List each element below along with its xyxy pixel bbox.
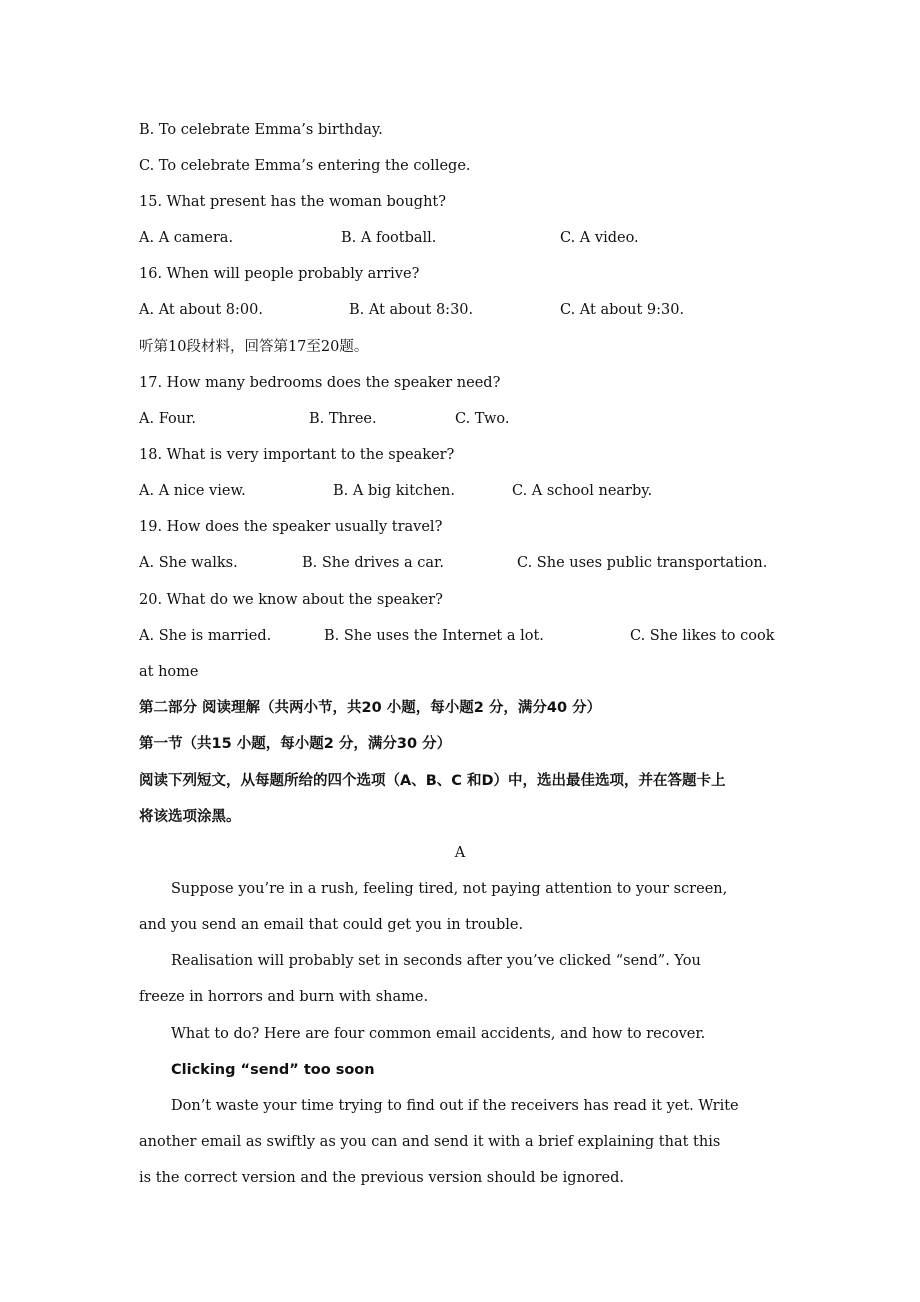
q19-question: 19. How does the speaker usually travel? bbox=[139, 519, 443, 535]
q18-option-a: A. A nice view. bbox=[139, 483, 246, 499]
q15-question: 15. What present has the woman bought? bbox=[139, 194, 447, 210]
q16-question: 16. When will people probably arrive? bbox=[139, 266, 420, 282]
reading-instruction-line1: 阅读下列短文，从每题所给的四个选项（A、B、C 和D）中，选出最佳选项，并在答题卡上 bbox=[139, 773, 726, 789]
q17-option-b: B. Three. bbox=[309, 411, 377, 427]
q17-question: 17. How many bedrooms does the speaker need? bbox=[139, 375, 501, 391]
paragraph-3-line1: What to do? Here are four common email accidents, and how to recover. bbox=[171, 1026, 706, 1042]
q19-option-c: C. She uses public transportation. bbox=[517, 555, 768, 571]
subheading: Clicking “send” too soon bbox=[171, 1062, 375, 1078]
section-one-title: 第一节（共15 小题，每小题2 分，满分30 分） bbox=[139, 736, 452, 752]
q15-option-a: A. A camera. bbox=[139, 230, 234, 246]
q14-option-b: B. To celebrate Emma’s birthday. bbox=[139, 122, 383, 138]
q20-option-b: B. She uses the Internet a lot. bbox=[324, 628, 544, 644]
q15-option-b: B. A football. bbox=[341, 230, 437, 246]
q15-option-c: C. A video. bbox=[560, 230, 639, 246]
q16-option-a: A. At about 8:00. bbox=[139, 302, 263, 318]
reading-instruction-line2: 将该选项涂黑。 bbox=[139, 809, 241, 825]
q16-option-c: C. At about 9:30. bbox=[560, 302, 685, 318]
paragraph-2-line2: freeze in horrors and burn with shame. bbox=[139, 989, 429, 1005]
passage-label: A bbox=[454, 845, 466, 861]
paragraph-4-line3: is the correct version and the previous version should be ignored. bbox=[139, 1170, 625, 1186]
part-two-title: 第二部分 阅读理解（共两小节，共20 小题，每小题2 分，满分40 分） bbox=[139, 700, 602, 716]
q19-option-b: B. She drives a car. bbox=[302, 555, 444, 571]
q20-option-a: A. She is married. bbox=[139, 628, 272, 644]
q20-question: 20. What do we know about the speaker? bbox=[139, 592, 443, 608]
q18-option-b: B. A big kitchen. bbox=[333, 483, 456, 499]
paragraph-4-line2: another email as swiftly as you can and send it with a brief explaining that this bbox=[139, 1134, 721, 1150]
q17-option-a: A. Four. bbox=[139, 411, 196, 427]
q18-question: 18. What is very important to the speaker? bbox=[139, 447, 455, 463]
q17-option-c: C. Two. bbox=[455, 411, 510, 427]
paragraph-1-line2: and you send an email that could get you in trouble. bbox=[139, 917, 524, 933]
q19-option-a: A. She walks. bbox=[139, 555, 238, 571]
q14-option-c: C. To celebrate Emma’s entering the college. bbox=[139, 158, 471, 174]
paragraph-1-line1: Suppose you’re in a rush, feeling tired, not paying attention to your screen, bbox=[171, 881, 728, 897]
q20-option-c: C. She likes to cook bbox=[630, 628, 775, 644]
q16-option-b: B. At about 8:30. bbox=[349, 302, 474, 318]
q20-option-c-continued: at home bbox=[139, 664, 199, 680]
paragraph-2-line1: Realisation will probably set in seconds after you’ve clicked “send”. You bbox=[171, 953, 701, 969]
q18-option-c: C. A school nearby. bbox=[512, 483, 653, 499]
section10-instruction: 听第10段材料，回答第17至20题。 bbox=[139, 339, 369, 355]
paragraph-4-line1: Don’t waste your time trying to find out if the receivers has read it yet. Write bbox=[171, 1098, 739, 1114]
